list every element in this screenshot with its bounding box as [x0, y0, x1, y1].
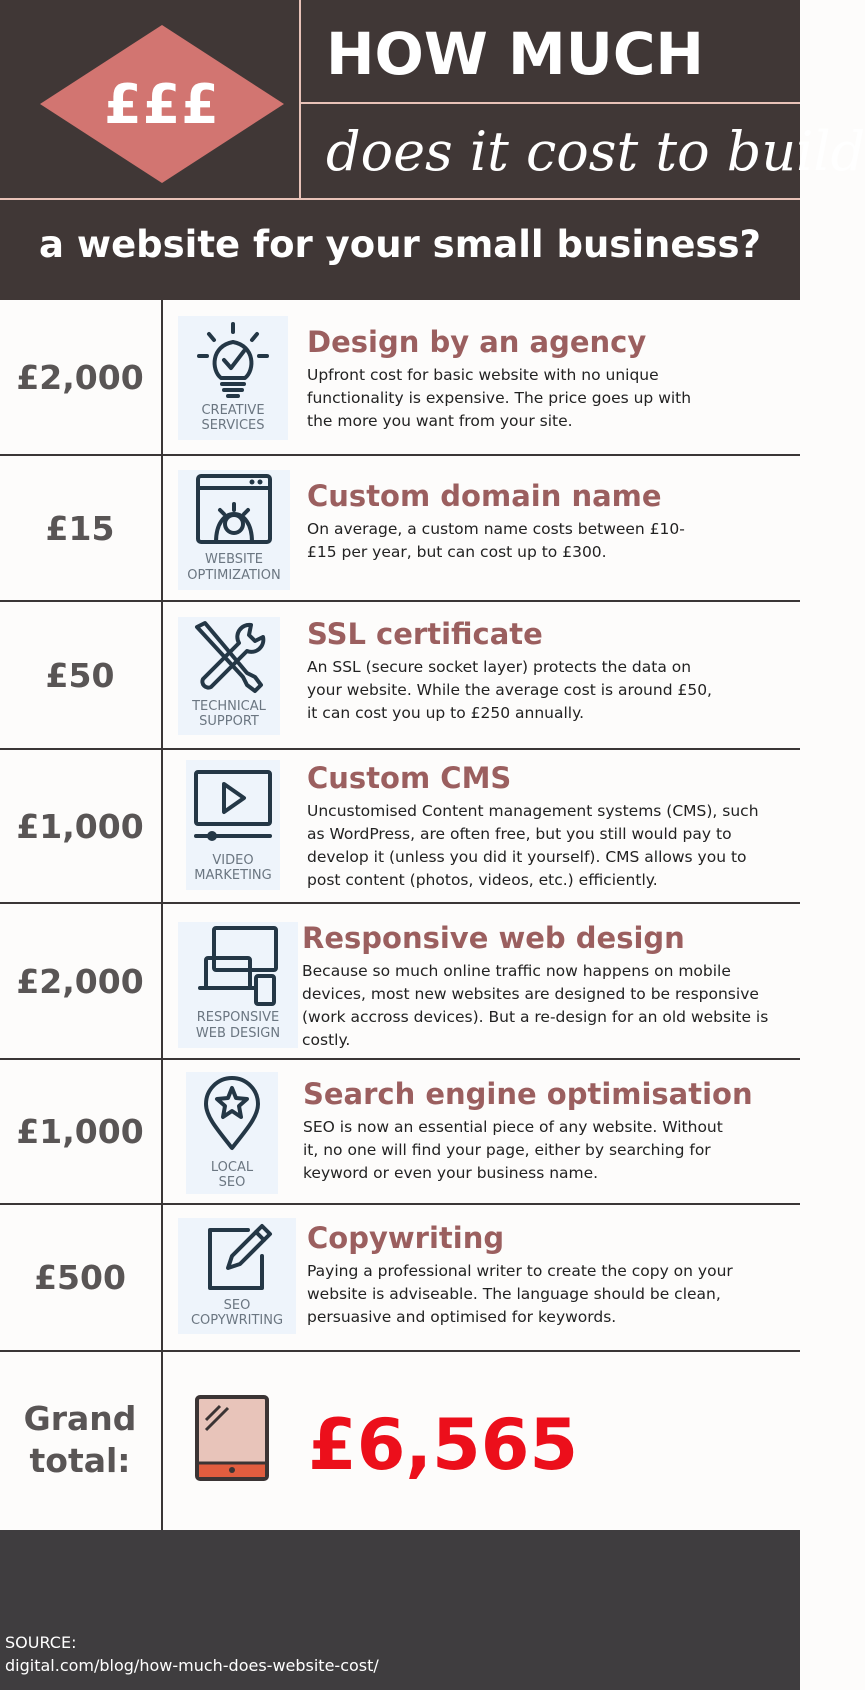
pencil-square-icon [200, 1220, 276, 1294]
icon-label: MARKETING [194, 868, 272, 883]
icon-label: SERVICES [201, 418, 265, 433]
icon-tile [178, 617, 280, 735]
icon-label: CREATIVE [201, 403, 265, 418]
item-description: Upfront cost for basic website with no unique functionality is expensive. The price goes up with the more you want from your site. [307, 366, 692, 430]
item-description: On average, a custom name costs between £10-£15 per year, but can cost up to £300. [307, 520, 685, 561]
source-label: SOURCE: [5, 1633, 77, 1652]
icon-tile [178, 316, 288, 440]
lightbulb-check-icon [193, 320, 273, 402]
icon-label: OPTIMIZATION [187, 568, 281, 583]
icon-tile [186, 760, 280, 890]
tablet-icon [194, 1394, 270, 1482]
item-price: £50 [45, 655, 115, 695]
icon-tile [178, 922, 298, 1048]
page-subtitle: a website for your small business? [39, 223, 761, 266]
currency-symbol: £££ [104, 72, 220, 136]
row-divider [0, 1350, 800, 1352]
icon-tile [178, 1218, 296, 1334]
currency-diamond [40, 25, 284, 183]
item-price: £1,000 [16, 806, 144, 846]
item-price: £500 [34, 1258, 126, 1297]
item-price: £2,000 [16, 961, 144, 1001]
header-divider-vertical [299, 0, 301, 200]
page-subtitle-script: does it cost to build [326, 120, 865, 183]
item-price: £2,000 [16, 357, 144, 397]
icon-label: SUPPORT [199, 714, 259, 729]
icon-label: COPYWRITING [190, 1313, 284, 1328]
devices-icon [196, 924, 280, 1006]
header-divider-1 [300, 102, 800, 104]
item-price: £15 [45, 508, 115, 548]
wrench-screwdriver-icon [189, 619, 269, 695]
icon-label: VIDEO [212, 853, 254, 868]
item-title: Responsive web design [302, 921, 685, 955]
grand-total-label-line1: Grand [23, 1399, 137, 1438]
item-description: Paying a professional writer to create the copy on your website is adviseable. The language should be clean, persuasive and optimised for keywords. [307, 1262, 733, 1326]
video-player-icon [192, 768, 274, 844]
item-price: £1,000 [16, 1112, 144, 1151]
item-title: Search engine optimisation [303, 1077, 753, 1111]
item-description: An SSL (secure socket layer) protects the data on your website. While the average cost is around £50, it can cost you up to £250 annually. [307, 658, 712, 722]
item-title: Custom domain name [307, 479, 662, 513]
source-link[interactable]: digital.com/blog/how-much-does-website-cost/ [5, 1656, 379, 1675]
item-title: Copywriting [307, 1221, 505, 1255]
column-divider [161, 300, 163, 1530]
item-description: SEO is now an essential piece of any website. Without it, no one will find your page, either by searching for keyword or even your business name. [303, 1118, 723, 1182]
grand-total-value: £6,565 [308, 1404, 579, 1486]
item-description: Uncustomised Content management systems (CMS), such as WordPress, are often free, but you still would pay to develop it (unless you did it yourself). CMS allows you to post content (photos, videos, etc.) efficiently. [307, 802, 759, 889]
icon-tile [186, 1072, 278, 1194]
item-title: Design by an agency [307, 325, 647, 359]
icon-label: RESPONSIVE [196, 1010, 280, 1025]
icon-label: WEBSITE [205, 552, 263, 567]
browser-gear-icon [194, 472, 274, 548]
item-description: Because so much online traffic now happens on mobile devices, most new websites are designed to be responsive (work accross devices). But a re-design for an old website is costly. [302, 962, 769, 1049]
item-title: SSL certificate [307, 617, 543, 651]
icon-label: LOCAL [210, 1160, 254, 1175]
grand-total-label [0, 1385, 160, 1495]
icon-tile [178, 470, 290, 590]
header-divider-2 [0, 198, 800, 200]
grand-total-label-line2: total: [29, 1441, 131, 1480]
icon-label: WEB DESIGN [195, 1026, 281, 1041]
map-pin-star-icon [202, 1074, 262, 1152]
icon-label: SEO [218, 1175, 246, 1190]
icon-label: SEO [223, 1298, 251, 1313]
icon-label: TECHNICAL [192, 699, 266, 714]
page-title: HOW MUCH [326, 20, 704, 88]
item-title: Custom CMS [307, 761, 512, 795]
